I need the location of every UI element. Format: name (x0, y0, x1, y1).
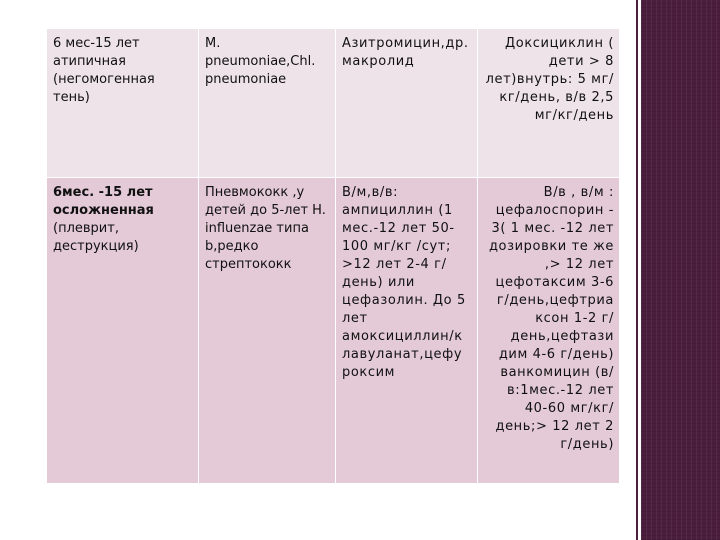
age-group-cell (47, 29, 199, 178)
first-line-text: В/м,в/в: ампициллин (1 мес.-12 лет 50-100 мг/кг /сут; >12 лет 2-4 г/день) или цефазолин. До 5 лет амоксициллин/к лавуланат,цефу роксим (342, 185, 466, 380)
treatment-table (46, 28, 620, 484)
alternative-cell (478, 29, 620, 178)
first-line-text: Азитромицин,др. макролид (342, 36, 469, 69)
alternative-text: В/в , в/м : цефалоспорин - 3( 1 мес. -12 лет дозировки те же ,> 12 лет цефотаксим 3-6 г/день,цефтриа ксон 1-2 г/день,цефтази дим 4-6 г/день) ванкомицин (в/в:1мес.-12 лет 40-60 мг/кг/день;> 12 лет 2 г/день) (488, 185, 614, 452)
age-group-text: 6 мес-15 лет атипичная (негомогенная тень) (53, 36, 155, 105)
sidebar-divider (636, 0, 638, 540)
pathogen-text: Пневмококк ,у детей до 5-лет H. influenzae типа b,редко стрептококк (205, 185, 326, 272)
age-group-rest-text: (плеврит, деструкция) (53, 221, 139, 254)
pathogen-cell (199, 29, 336, 178)
table-row (47, 29, 620, 178)
age-group-bold-text: 6мес. -15 лет осложненная (53, 185, 154, 218)
decorative-sidebar (641, 0, 720, 540)
pathogen-text: M. pneumoniae,Chl. pneumoniae (205, 36, 316, 87)
alternative-text: Доксициклин ( дети > 8 лет)внутрь: 5 мг/кг/день, в/в 2,5 мг/кг/день (485, 36, 614, 123)
first-line-cell (336, 29, 478, 178)
pathogen-cell (199, 178, 336, 484)
alternative-cell (478, 178, 620, 484)
table-row (47, 178, 620, 484)
first-line-cell (336, 178, 478, 484)
age-group-cell (47, 178, 199, 484)
